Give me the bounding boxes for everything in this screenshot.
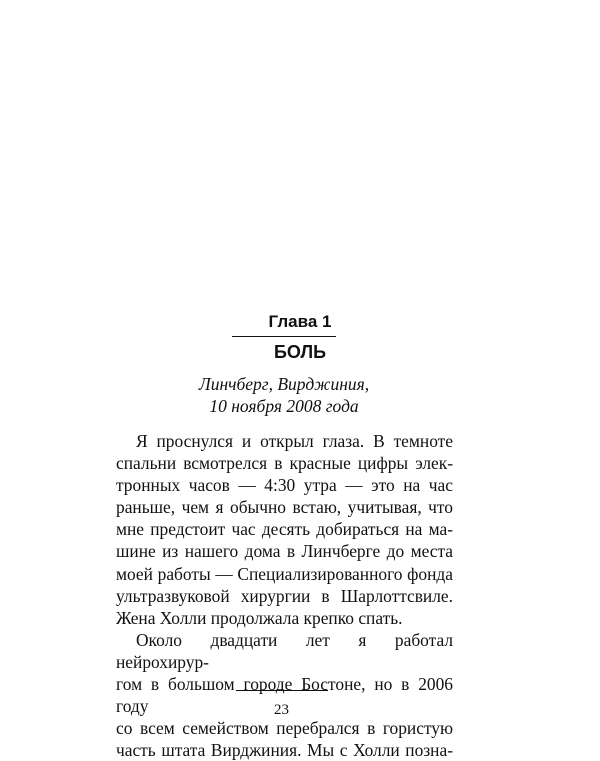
text-line: Я проснулся и открыл глаза. В темноте xyxy=(136,431,453,451)
epigraph-date: 10 ноября 2008 года xyxy=(209,396,359,416)
text-line: спальни всмотрелся в красные цифры элек- xyxy=(116,453,453,474)
footer-divider xyxy=(236,690,328,691)
text-line: моей работы — Специализированного фонда xyxy=(116,563,453,584)
chapter-divider xyxy=(232,336,336,337)
text-line: тронных часов — 4:30 утра — это на час xyxy=(116,475,453,496)
text-line: шине из нашего дома в Линчберге до места xyxy=(116,541,453,562)
page-number: 23 xyxy=(274,702,289,718)
text-line: ультразвуковой хирургии в Шарлоттсвиле. xyxy=(116,585,453,606)
text-line: раньше, чем я обычно встаю, учитывая, что xyxy=(116,497,453,518)
chapter-label: Глава 1 xyxy=(268,312,332,331)
chapter-title: БОЛЬ xyxy=(273,342,327,362)
text-line: со всем семейством перебрался в гористую xyxy=(116,718,453,739)
text-line: гом в большом городе Бостоне, но в 2006 году xyxy=(116,674,453,717)
epigraph xyxy=(0,373,568,417)
text-line: Около двадцати лет я работал нейрохирур- xyxy=(116,629,453,672)
text-line: часть штата Вирджиния. Мы с Холли позна- xyxy=(116,740,453,761)
epigraph-place: Линчберг, Вирджиния, xyxy=(198,374,370,394)
text-line: мне предстоит час десять добираться на ма- xyxy=(116,519,453,540)
text-line: Жена Холли продолжала крепко спать. xyxy=(116,607,403,628)
